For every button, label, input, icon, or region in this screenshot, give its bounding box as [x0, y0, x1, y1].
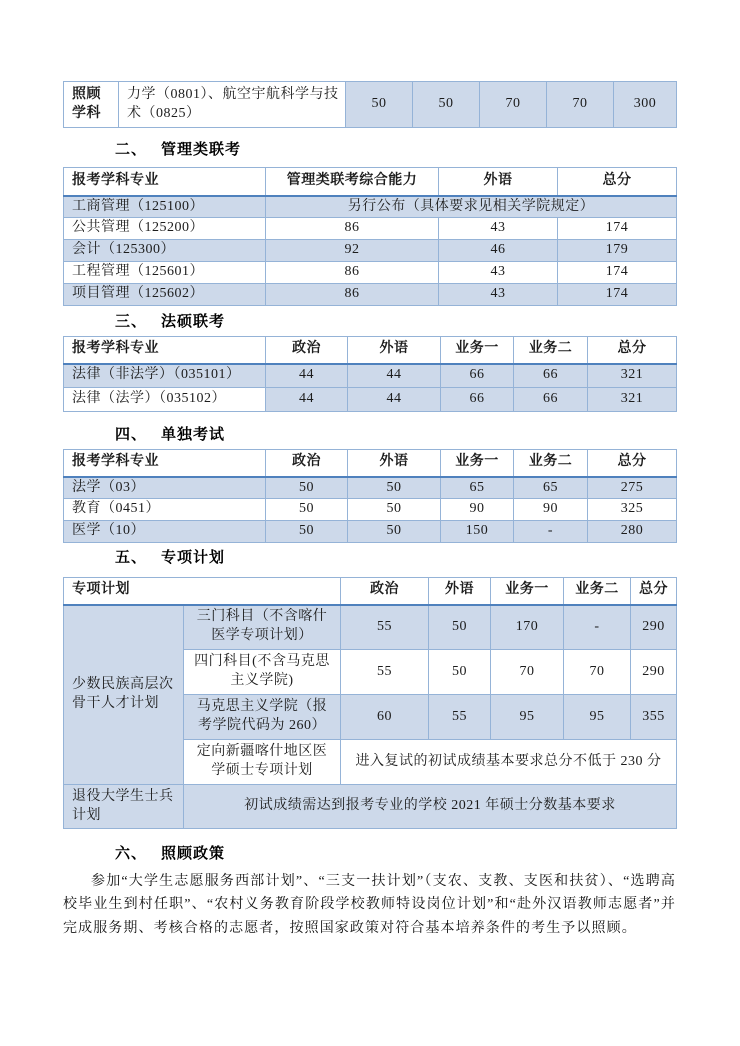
score-cell: 50 — [266, 477, 348, 499]
score-cell: 43 — [439, 284, 558, 306]
table-row — [64, 477, 677, 499]
col-header: 外语 — [439, 168, 558, 196]
program-cell: 公共管理（125200） — [64, 218, 266, 240]
score-cell: 290 — [631, 605, 677, 650]
program-cell: 法学（03） — [64, 477, 266, 499]
score-cell: 66 — [441, 364, 514, 388]
col-header: 外语 — [348, 337, 441, 364]
score-cell: 55 — [341, 650, 429, 695]
score-cell: 65 — [441, 477, 514, 499]
score-cell: 66 — [441, 388, 514, 412]
table-management-exam — [63, 167, 676, 306]
program-cell: 会计（125300） — [64, 240, 266, 262]
program-cell: 工商管理（125100） — [64, 196, 266, 218]
plan-item-cell: 四门科目(不含马克思主义学院) — [184, 650, 341, 695]
score-cell: 90 — [441, 499, 514, 521]
section-heading-law — [63, 310, 676, 331]
col-header: 报考学科专业 — [64, 168, 266, 196]
score-cell: 170 — [491, 605, 564, 650]
col-header: 业务一 — [491, 578, 564, 605]
score-cell: 60 — [341, 695, 429, 740]
plan-item-cell: 三门科目（不含喀什医学专项计划） — [184, 605, 341, 650]
management-exam-table — [63, 167, 677, 306]
table-row — [64, 785, 677, 829]
score-cell: 290 — [631, 650, 677, 695]
table-row — [64, 605, 677, 650]
score-cell: 55 — [429, 695, 491, 740]
section-number: 三、 — [115, 314, 148, 330]
score-cell: 70 — [547, 82, 614, 128]
score-cell: 44 — [348, 388, 441, 412]
section-number: 四、 — [115, 427, 148, 443]
merged-note-cell: 初试成绩需达到报考专业的学校 2021 年硕士分数基本要求 — [184, 785, 677, 829]
table-row — [64, 218, 677, 240]
score-cell: 174 — [558, 284, 677, 306]
table-row — [64, 240, 677, 262]
score-cell: 50 — [348, 499, 441, 521]
col-header: 业务二 — [514, 337, 588, 364]
plan-group-cell: 退役大学生士兵计划 — [64, 785, 184, 829]
score-cell: 95 — [564, 695, 631, 740]
col-header: 业务二 — [514, 450, 588, 477]
program-cell: 法律（非法学）（035101） — [64, 364, 266, 388]
header-row — [64, 578, 677, 605]
score-cell: - — [514, 521, 588, 543]
score-cell: 50 — [429, 605, 491, 650]
section-number: 五、 — [115, 550, 148, 566]
col-header: 业务二 — [564, 578, 631, 605]
score-cell: 50 — [348, 521, 441, 543]
program-cell: 教育（0451） — [64, 499, 266, 521]
subjects-cell: 力学（0801）、航空宇航科学与技术（0825） — [119, 82, 346, 128]
score-cell: 44 — [348, 364, 441, 388]
col-header: 报考学科专业 — [64, 450, 266, 477]
col-header: 政治 — [341, 578, 429, 605]
section-heading-separate — [63, 423, 676, 444]
col-header: 总分 — [558, 168, 677, 196]
table-law-exam — [63, 336, 676, 412]
table-row — [64, 82, 677, 128]
score-cell: 321 — [588, 388, 677, 412]
score-cell: 43 — [439, 262, 558, 284]
preferential-subjects-table — [63, 81, 677, 128]
score-cell: 300 — [614, 82, 677, 128]
program-cell: 项目管理（125602） — [64, 284, 266, 306]
col-header: 管理类联考综合能力 — [266, 168, 439, 196]
score-cell: 174 — [558, 262, 677, 284]
header-row — [64, 168, 677, 196]
program-cell: 医学（10） — [64, 521, 266, 543]
section-heading-management — [63, 138, 676, 159]
score-cell: 325 — [588, 499, 677, 521]
section-title: 专项计划 — [161, 550, 226, 566]
score-cell: 179 — [558, 240, 677, 262]
table-row — [64, 196, 677, 218]
section-title: 单独考试 — [161, 427, 226, 443]
score-cell: 43 — [439, 218, 558, 240]
table-row — [64, 388, 677, 412]
score-cell: 90 — [514, 499, 588, 521]
score-cell: 50 — [429, 650, 491, 695]
col-header: 总分 — [588, 337, 677, 364]
merged-note-cell: 进入复试的初试成绩基本要求总分不低于 230 分 — [341, 740, 677, 785]
col-header: 政治 — [266, 450, 348, 477]
col-header: 总分 — [631, 578, 677, 605]
score-cell: 66 — [514, 364, 588, 388]
policy-paragraph: 参加“大学生志愿服务西部计划”、“三支一扶计划”（支农、支教、支医和扶贫）、“选聘高校毕业生到村任职”、“农村义务教育阶段学校教师特设岗位计划”和“赴外汉语教师志愿者”并完成服务期、考核合格的志愿者，按照国家政策对符合基本培养条件的考生予以照顾。 — [63, 874, 676, 936]
header-row — [64, 337, 677, 364]
section-title: 法硕联考 — [161, 314, 226, 330]
score-cell: 70 — [564, 650, 631, 695]
table-separate-exam — [63, 449, 676, 543]
score-cell: 66 — [514, 388, 588, 412]
score-cell: 280 — [588, 521, 677, 543]
col-header: 业务一 — [441, 337, 514, 364]
table-preferential-subjects — [63, 81, 676, 128]
col-header: 报考学科专业 — [64, 337, 266, 364]
score-cell: 174 — [558, 218, 677, 240]
col-header: 政治 — [266, 337, 348, 364]
score-cell: 65 — [514, 477, 588, 499]
col-header: 外语 — [429, 578, 491, 605]
score-cell: 50 — [346, 82, 413, 128]
score-cell: 50 — [413, 82, 480, 128]
score-cell: 50 — [266, 499, 348, 521]
header-row — [64, 450, 677, 477]
col-header: 业务一 — [441, 450, 514, 477]
table-row — [64, 284, 677, 306]
score-cell: 44 — [266, 388, 348, 412]
score-cell: 95 — [491, 695, 564, 740]
special-plans-table — [63, 577, 677, 829]
table-row — [64, 521, 677, 543]
section-title: 照顾政策 — [161, 846, 226, 862]
score-cell: 55 — [341, 605, 429, 650]
plan-item-cell: 定向新疆喀什地区医学硕士专项计划 — [184, 740, 341, 785]
score-cell: 92 — [266, 240, 439, 262]
section-heading-policy — [63, 842, 676, 863]
score-cell: 321 — [588, 364, 677, 388]
col-header: 总分 — [588, 450, 677, 477]
row-label: 照顾学科 — [64, 82, 119, 128]
score-cell: 150 — [441, 521, 514, 543]
table-row — [64, 262, 677, 284]
score-cell: 355 — [631, 695, 677, 740]
table-row — [64, 364, 677, 388]
section-number: 六、 — [115, 846, 148, 862]
score-cell: 275 — [588, 477, 677, 499]
program-cell: 法律（法学）（035102） — [64, 388, 266, 412]
section-heading-special — [63, 546, 676, 567]
score-cell: - — [564, 605, 631, 650]
plan-group-cell: 少数民族高层次骨干人才计划 — [64, 605, 184, 785]
section-number: 二、 — [115, 142, 148, 158]
section-title: 管理类联考 — [161, 142, 242, 158]
score-cell: 50 — [266, 521, 348, 543]
plan-item-cell: 马克思主义学院（报考学院代码为 260） — [184, 695, 341, 740]
score-cell: 50 — [348, 477, 441, 499]
score-cell: 44 — [266, 364, 348, 388]
law-exam-table — [63, 336, 677, 412]
col-header: 外语 — [348, 450, 441, 477]
separate-exam-table — [63, 449, 677, 543]
col-header: 专项计划 — [64, 578, 341, 605]
table-special-plans — [63, 577, 676, 829]
table-row — [64, 499, 677, 521]
score-cell: 46 — [439, 240, 558, 262]
score-cell: 86 — [266, 218, 439, 240]
score-cell: 86 — [266, 284, 439, 306]
score-cell: 70 — [480, 82, 547, 128]
program-cell: 工程管理（125601） — [64, 262, 266, 284]
score-cell: 86 — [266, 262, 439, 284]
score-cell: 70 — [491, 650, 564, 695]
merged-note-cell: 另行公布（具体要求见相关学院规定） — [266, 196, 677, 218]
